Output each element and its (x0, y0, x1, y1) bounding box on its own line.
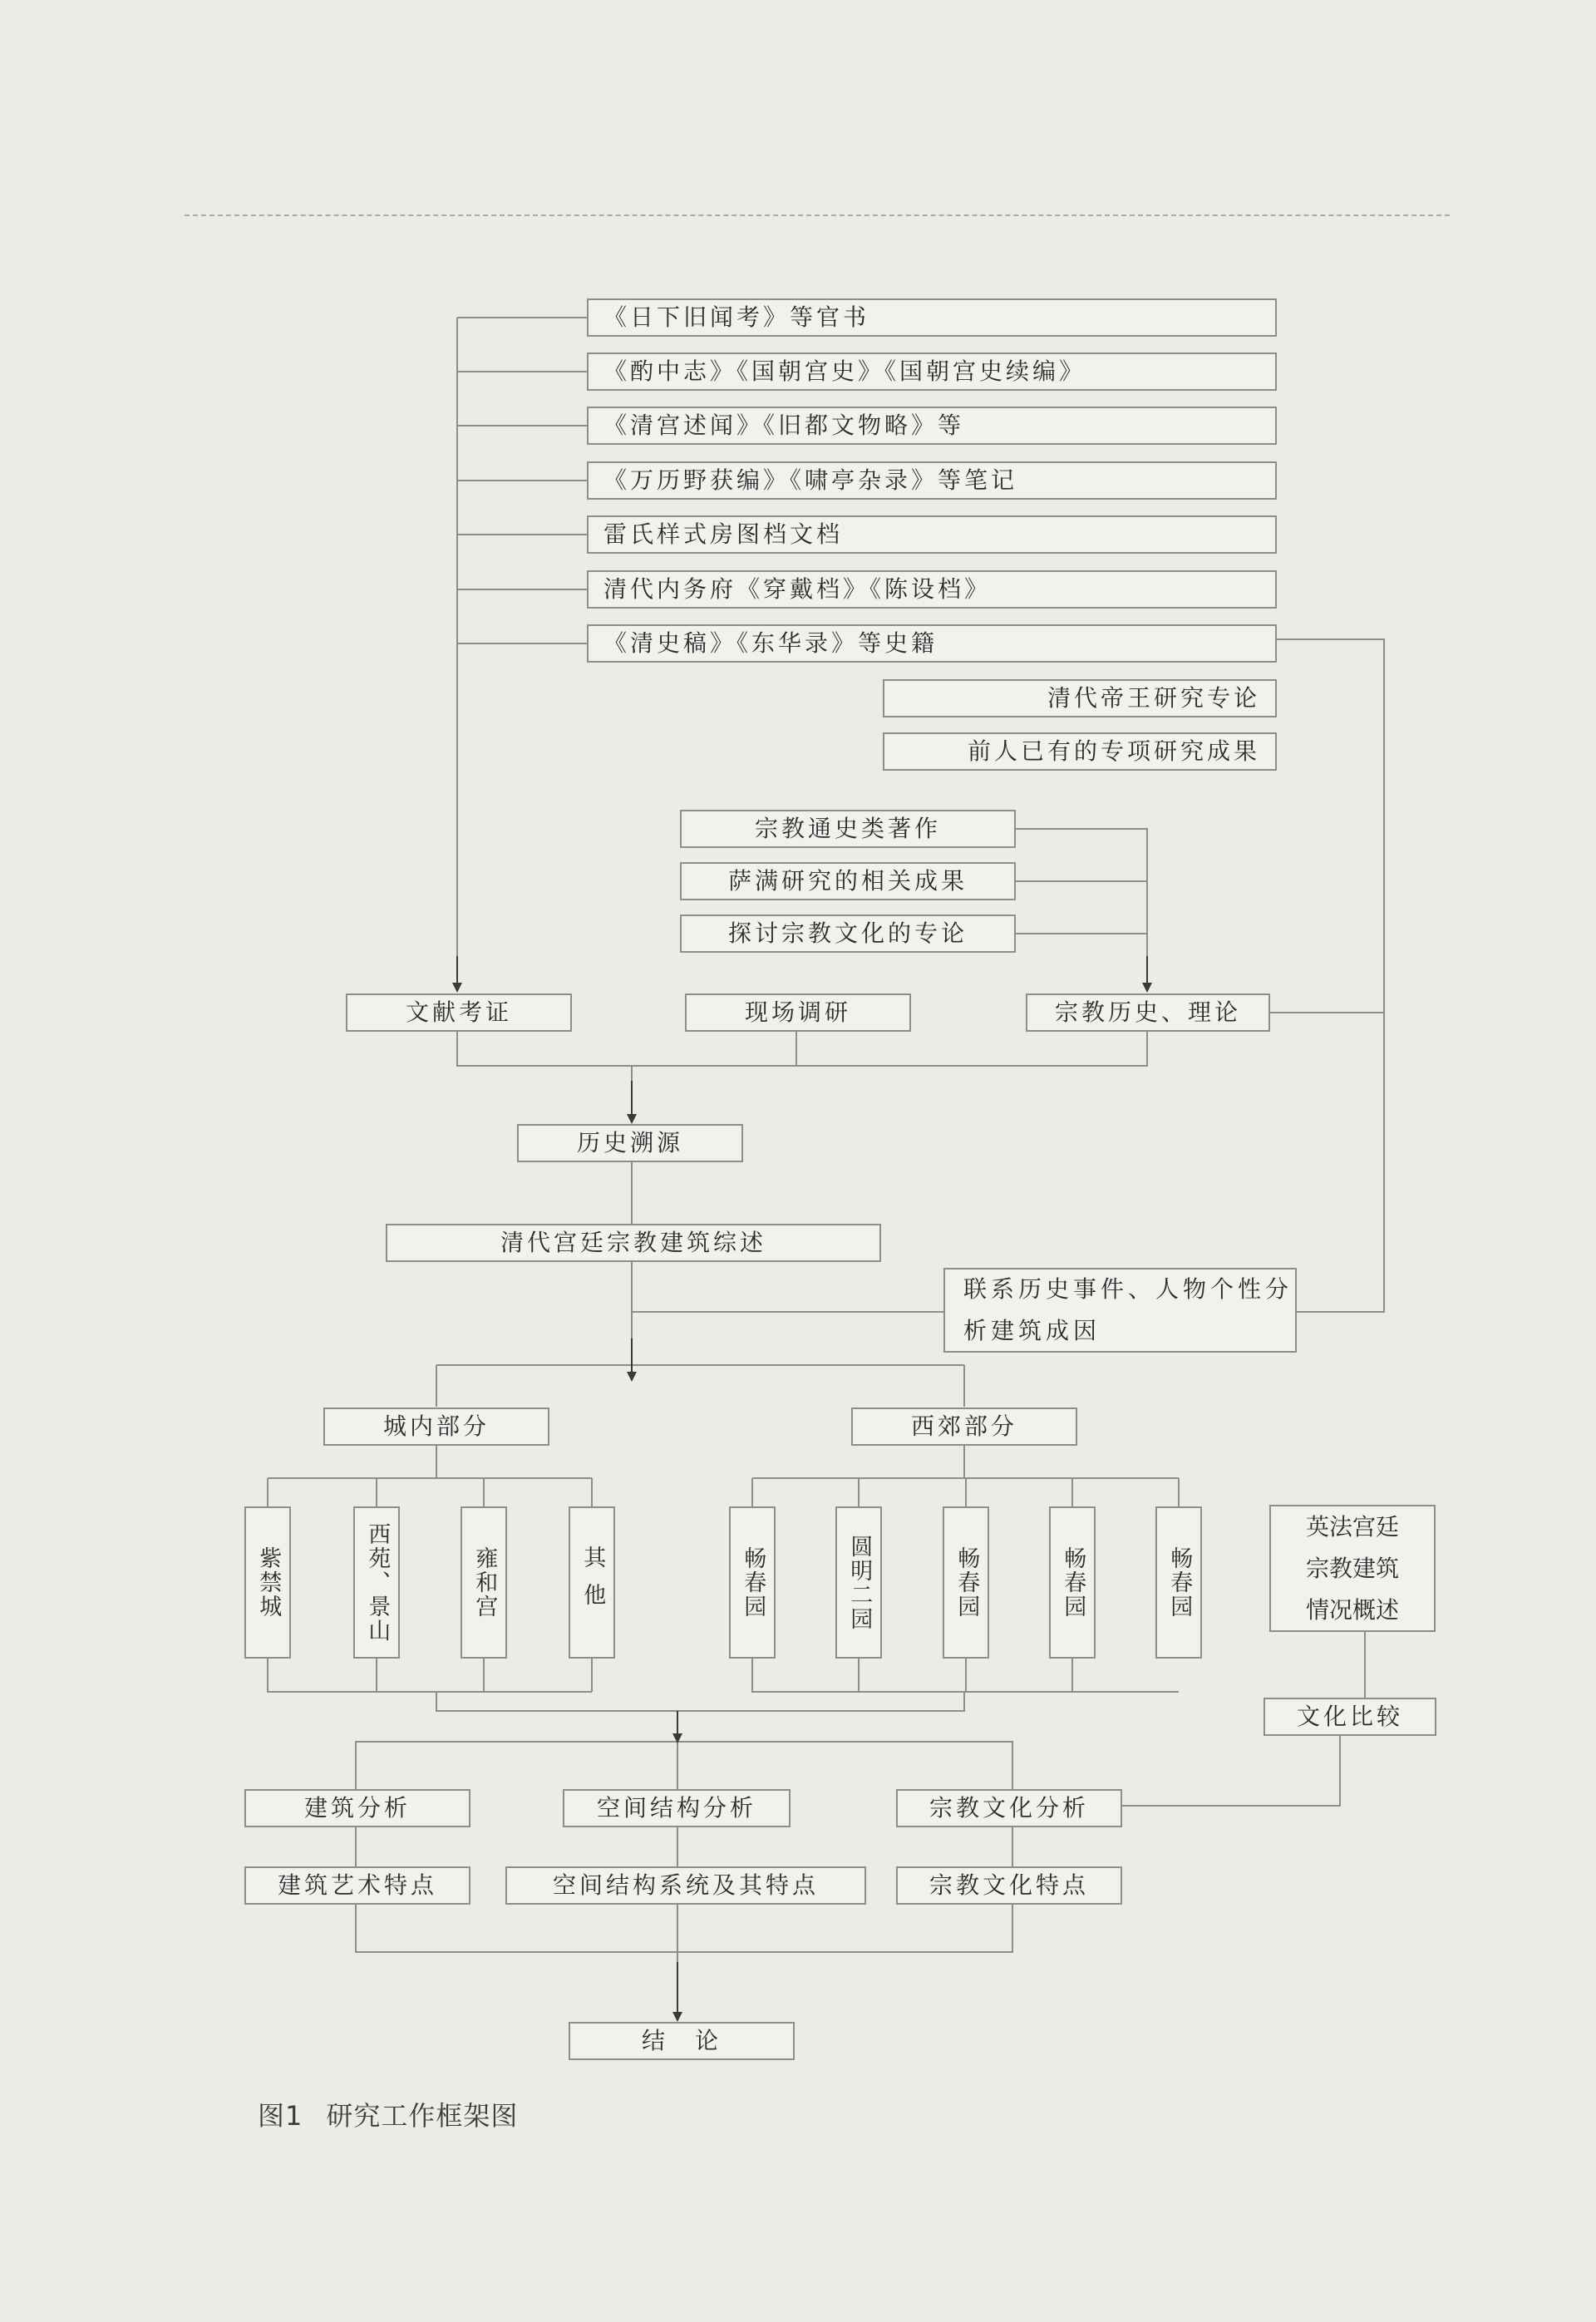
conclusion-box (569, 2022, 795, 2060)
compare-to-religion (1121, 1735, 1340, 1806)
inner-site-box (353, 1506, 400, 1659)
inner-sites-top (268, 1445, 592, 1506)
analysis-box (563, 1789, 791, 1827)
prior-research-box (883, 679, 1277, 717)
inner-site-label: 其他 (579, 1545, 606, 1620)
west-site-box (835, 1506, 882, 1659)
source-box (587, 570, 1277, 609)
source-box (587, 298, 1277, 337)
source-label: 《清史稿》《东华录》等史籍 (603, 629, 938, 657)
inner-site-label: 紫禁城 (255, 1546, 282, 1619)
events-analysis-box (943, 1268, 1297, 1353)
features-merge (356, 1904, 1012, 1991)
religion-works-label: 萨满研究的相关成果 (727, 867, 968, 895)
foreign-court-box (1269, 1505, 1436, 1632)
west-site-label: 畅春园 (1166, 1546, 1193, 1619)
west-part-label: 西郊部分 (910, 1412, 1017, 1440)
source-box (587, 461, 1277, 500)
history-trace-box (517, 1124, 743, 1162)
source-label: 雷氏样式房图档文档 (603, 520, 844, 548)
culture-compare-box (1264, 1698, 1436, 1736)
overview-box (386, 1224, 881, 1262)
west-site-box (729, 1506, 776, 1659)
feature-label: 宗教文化特点 (929, 1871, 1089, 1899)
foreign-court-line: 宗教建筑 (1305, 1554, 1399, 1582)
religion-works-box (680, 915, 1016, 953)
analysis-label: 建筑分析 (303, 1794, 411, 1822)
inner-site-box (244, 1506, 291, 1659)
inner-part-label: 城内部分 (382, 1412, 490, 1440)
inner-sites-bottom (268, 1659, 592, 1692)
figure-caption (258, 2095, 518, 2133)
overview-label: 清代宫廷宗教建筑综述 (500, 1229, 766, 1256)
method-religion-box (1026, 993, 1270, 1032)
parts-split (436, 1365, 964, 1407)
west-site-label: 畅春园 (740, 1546, 766, 1619)
inner-site-box (461, 1506, 507, 1659)
analysis-to-features (356, 1827, 1012, 1866)
method-literature-label: 文献考证 (405, 998, 512, 1026)
inner-site-label: 西苑、景山 (364, 1522, 391, 1643)
source-box (587, 624, 1277, 663)
west-sites-top (752, 1445, 1179, 1506)
feature-box (505, 1866, 866, 1905)
method-field-label: 现场调研 (744, 998, 851, 1026)
source-box (587, 352, 1277, 391)
source-label: 《酌中志》《国朝宫史》《国朝宫史续编》 (603, 357, 1086, 385)
religion-works-bracket (1016, 829, 1147, 981)
religion-works-box (680, 862, 1016, 900)
inner-site-box (569, 1506, 615, 1659)
west-site-label: 畅春园 (1060, 1546, 1086, 1619)
culture-compare-label: 文化比较 (1296, 1703, 1403, 1730)
feature-label: 建筑艺术特点 (277, 1871, 437, 1899)
west-site-box (1049, 1506, 1096, 1659)
analysis-label: 空间结构分析 (596, 1794, 756, 1822)
religion-works-label: 探讨宗教文化的专论 (727, 919, 968, 947)
parts-merge (436, 1692, 964, 1731)
feature-box (896, 1866, 1122, 1905)
analysis-box (244, 1789, 470, 1827)
west-site-box (1155, 1506, 1202, 1659)
events-analysis-line: 析建筑成因 (963, 1317, 1101, 1344)
west-site-box (943, 1506, 989, 1659)
source-label: 《清宫述闻》《旧都文物略》等 (603, 412, 965, 439)
history-trace-label: 历史溯源 (576, 1129, 683, 1156)
prior-research-label: 清代帝王研究专论 (1047, 684, 1260, 712)
feature-box (244, 1866, 470, 1905)
west-site-label: 畅春园 (953, 1546, 980, 1619)
religion-works-label: 宗教通史类著作 (754, 815, 941, 842)
prior-research-label: 前人已有的专项研究成果 (967, 737, 1260, 765)
source-label: 《万历野获编》《啸亭杂录》等笔记 (603, 466, 1018, 494)
source-label: 《日下旧闻考》等官书 (603, 303, 870, 331)
prior-research-box (883, 732, 1277, 771)
inner-part-box (323, 1407, 549, 1446)
foreign-court-line: 英法宫廷 (1305, 1512, 1399, 1541)
figure-title: 研究工作框架图 (326, 2100, 519, 2132)
analysis-branch (356, 1742, 1012, 1789)
method-field-box (685, 993, 911, 1032)
source-box (587, 515, 1277, 554)
west-part-box (851, 1407, 1077, 1446)
figure-number: 图1 (258, 2100, 303, 2132)
method-literature-box (346, 993, 572, 1032)
foreign-court-line: 情况概述 (1305, 1595, 1399, 1624)
analysis-box (896, 1789, 1122, 1827)
west-site-label: 圆明二园 (846, 1534, 873, 1631)
religion-works-box (680, 810, 1016, 848)
methods-merge (457, 1031, 1147, 1102)
right-loop (1276, 639, 1384, 1312)
source-label: 清代内务府《穿戴档》《陈设档》 (603, 575, 992, 603)
inner-site-label: 雍和宫 (471, 1546, 498, 1619)
conclusion-label: 结 论 (641, 2027, 722, 2054)
method-religion-label: 宗教历史、理论 (1054, 998, 1241, 1026)
events-analysis-line: 联系历史事件、人物个性分 (963, 1275, 1293, 1303)
analysis-label: 宗教文化分析 (929, 1794, 1089, 1822)
west-sites-bottom (752, 1659, 1179, 1692)
source-box (587, 407, 1277, 445)
feature-label: 空间结构系统及其特点 (552, 1871, 819, 1899)
